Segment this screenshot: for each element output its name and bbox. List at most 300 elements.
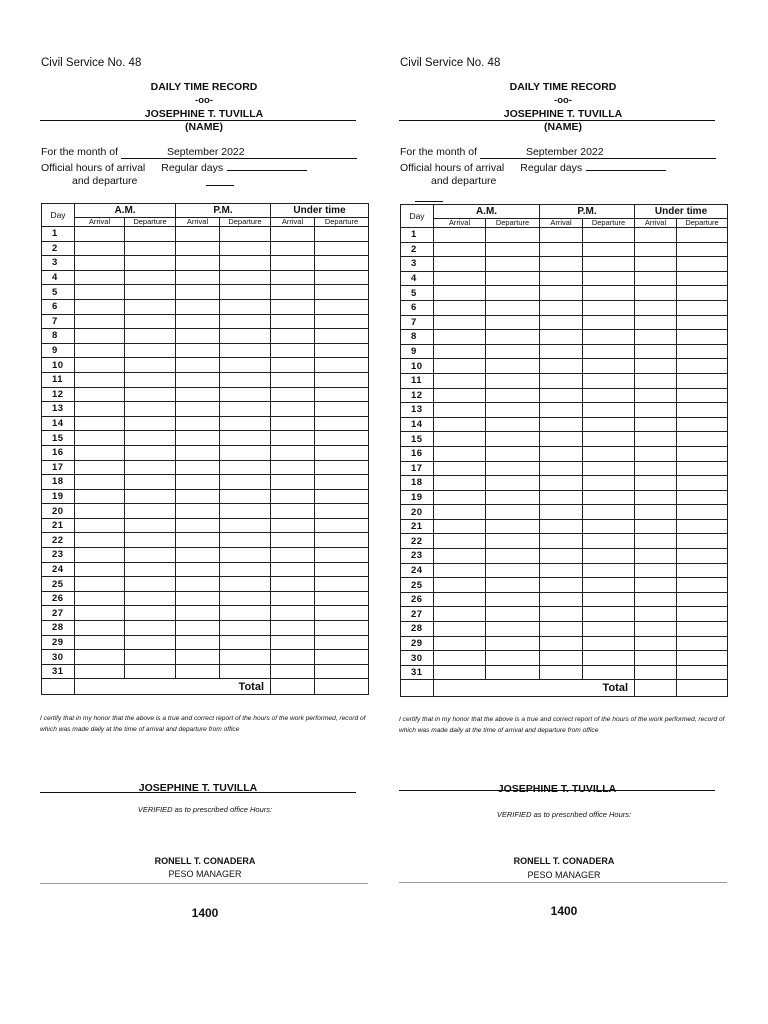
time-cell[interactable] [176,635,220,650]
time-cell[interactable] [635,636,677,651]
time-cell[interactable] [125,475,176,490]
time-cell[interactable] [75,256,125,271]
time-cell[interactable] [315,431,369,446]
time-cell[interactable] [315,256,369,271]
time-cell[interactable] [540,286,583,301]
time-cell[interactable] [434,286,486,301]
time-cell[interactable] [486,563,540,578]
time-cell[interactable] [176,314,220,329]
time-cell[interactable] [271,548,315,563]
time-cell[interactable] [635,271,677,286]
time-cell[interactable] [220,227,271,242]
time-cell[interactable] [583,403,635,418]
time-cell[interactable] [315,621,369,636]
time-cell[interactable] [125,343,176,358]
time-cell[interactable] [271,227,315,242]
time-cell[interactable] [434,505,486,520]
time-cell[interactable] [315,562,369,577]
time-cell[interactable] [540,651,583,666]
time-cell[interactable] [271,358,315,373]
time-cell[interactable] [540,578,583,593]
time-cell[interactable] [176,256,220,271]
time-cell[interactable] [75,372,125,387]
time-cell[interactable] [315,285,369,300]
time-cell[interactable] [315,241,369,256]
time-cell[interactable] [486,286,540,301]
time-cell[interactable] [176,650,220,665]
time-cell[interactable] [220,591,271,606]
time-cell[interactable] [176,562,220,577]
time-cell[interactable] [677,578,728,593]
time-cell[interactable] [635,359,677,374]
time-cell[interactable] [635,257,677,272]
time-cell[interactable] [434,446,486,461]
time-cell[interactable] [434,461,486,476]
time-cell[interactable] [271,431,315,446]
time-cell[interactable] [75,650,125,665]
time-cell[interactable] [486,388,540,403]
time-cell[interactable] [315,270,369,285]
time-cell[interactable] [486,403,540,418]
time-cell[interactable] [540,300,583,315]
time-cell[interactable] [434,300,486,315]
time-cell[interactable] [315,504,369,519]
time-cell[interactable] [271,504,315,519]
time-cell[interactable] [220,358,271,373]
time-cell[interactable] [486,373,540,388]
time-cell[interactable] [176,621,220,636]
time-cell[interactable] [75,445,125,460]
time-cell[interactable] [125,533,176,548]
time-cell[interactable] [540,403,583,418]
time-cell[interactable] [434,636,486,651]
time-cell[interactable] [315,416,369,431]
time-cell[interactable] [540,330,583,345]
time-cell[interactable] [75,606,125,621]
time-cell[interactable] [540,476,583,491]
time-cell[interactable] [315,358,369,373]
time-cell[interactable] [540,607,583,622]
time-cell[interactable] [635,563,677,578]
time-cell[interactable] [75,635,125,650]
time-cell[interactable] [220,577,271,592]
time-cell[interactable] [583,519,635,534]
time-cell[interactable] [315,227,369,242]
time-cell[interactable] [75,358,125,373]
time-cell[interactable] [677,432,728,447]
time-cell[interactable] [583,330,635,345]
time-cell[interactable] [434,622,486,637]
time-cell[interactable] [125,577,176,592]
time-cell[interactable] [434,592,486,607]
time-cell[interactable] [75,270,125,285]
time-cell[interactable] [176,460,220,475]
time-cell[interactable] [125,504,176,519]
time-cell[interactable] [677,315,728,330]
time-cell[interactable] [540,490,583,505]
time-cell[interactable] [220,402,271,417]
time-cell[interactable] [583,534,635,549]
time-cell[interactable] [677,300,728,315]
time-cell[interactable] [176,329,220,344]
time-cell[interactable] [540,446,583,461]
time-cell[interactable] [540,549,583,564]
time-cell[interactable] [271,285,315,300]
time-cell[interactable] [220,533,271,548]
time-cell[interactable] [486,257,540,272]
time-cell[interactable] [176,606,220,621]
time-cell[interactable] [583,549,635,564]
time-cell[interactable] [434,476,486,491]
time-cell[interactable] [635,534,677,549]
time-cell[interactable] [315,606,369,621]
time-cell[interactable] [434,257,486,272]
time-cell[interactable] [75,285,125,300]
time-cell[interactable] [125,548,176,563]
time-cell[interactable] [434,563,486,578]
time-cell[interactable] [677,519,728,534]
time-cell[interactable] [75,664,125,679]
time-cell[interactable] [677,344,728,359]
time-cell[interactable] [271,343,315,358]
time-cell[interactable] [220,387,271,402]
time-cell[interactable] [677,388,728,403]
time-cell[interactable] [635,286,677,301]
time-cell[interactable] [540,505,583,520]
time-cell[interactable] [635,665,677,680]
time-cell[interactable] [434,359,486,374]
time-cell[interactable] [125,621,176,636]
time-cell[interactable] [583,344,635,359]
time-cell[interactable] [635,476,677,491]
time-cell[interactable] [540,461,583,476]
time-cell[interactable] [315,460,369,475]
time-cell[interactable] [315,299,369,314]
time-cell[interactable] [486,315,540,330]
time-cell[interactable] [677,651,728,666]
time-cell[interactable] [540,563,583,578]
time-cell[interactable] [75,343,125,358]
time-cell[interactable] [75,387,125,402]
time-cell[interactable] [125,299,176,314]
time-cell[interactable] [271,577,315,592]
time-cell[interactable] [540,388,583,403]
time-cell[interactable] [486,519,540,534]
time-cell[interactable] [434,432,486,447]
time-cell[interactable] [220,416,271,431]
time-cell[interactable] [176,416,220,431]
time-cell[interactable] [220,431,271,446]
time-cell[interactable] [486,446,540,461]
time-cell[interactable] [125,372,176,387]
time-cell[interactable] [75,562,125,577]
time-cell[interactable] [635,607,677,622]
time-cell[interactable] [635,549,677,564]
time-cell[interactable] [540,315,583,330]
time-cell[interactable] [125,591,176,606]
time-cell[interactable] [486,330,540,345]
time-cell[interactable] [125,387,176,402]
time-cell[interactable] [635,651,677,666]
time-cell[interactable] [125,416,176,431]
time-cell[interactable] [125,489,176,504]
time-cell[interactable] [315,314,369,329]
time-cell[interactable] [271,533,315,548]
time-cell[interactable] [315,591,369,606]
time-cell[interactable] [271,256,315,271]
time-cell[interactable] [75,548,125,563]
time-cell[interactable] [125,402,176,417]
time-cell[interactable] [486,359,540,374]
time-cell[interactable] [75,314,125,329]
time-cell[interactable] [677,622,728,637]
time-cell[interactable] [75,329,125,344]
time-cell[interactable] [220,504,271,519]
time-cell[interactable] [271,635,315,650]
time-cell[interactable] [583,388,635,403]
time-cell[interactable] [540,242,583,257]
time-cell[interactable] [176,504,220,519]
time-cell[interactable] [220,621,271,636]
time-cell[interactable] [540,665,583,680]
time-cell[interactable] [434,344,486,359]
time-cell[interactable] [677,636,728,651]
time-cell[interactable] [583,636,635,651]
time-cell[interactable] [315,577,369,592]
time-cell[interactable] [271,518,315,533]
time-cell[interactable] [271,621,315,636]
time-cell[interactable] [125,460,176,475]
time-cell[interactable] [486,461,540,476]
time-cell[interactable] [315,387,369,402]
time-cell[interactable] [486,534,540,549]
time-cell[interactable] [271,562,315,577]
time-cell[interactable] [176,372,220,387]
time-cell[interactable] [176,431,220,446]
total-undertime-cell[interactable] [315,679,369,695]
time-cell[interactable] [434,651,486,666]
time-cell[interactable] [635,505,677,520]
time-cell[interactable] [635,228,677,243]
time-cell[interactable] [176,475,220,490]
time-cell[interactable] [583,257,635,272]
time-cell[interactable] [677,549,728,564]
time-cell[interactable] [434,403,486,418]
time-cell[interactable] [176,299,220,314]
time-cell[interactable] [635,315,677,330]
time-cell[interactable] [125,329,176,344]
time-cell[interactable] [271,445,315,460]
time-cell[interactable] [434,242,486,257]
time-cell[interactable] [635,417,677,432]
time-cell[interactable] [434,271,486,286]
time-cell[interactable] [635,446,677,461]
time-cell[interactable] [540,592,583,607]
time-cell[interactable] [677,286,728,301]
time-cell[interactable] [75,475,125,490]
time-cell[interactable] [176,227,220,242]
time-cell[interactable] [75,518,125,533]
time-cell[interactable] [220,445,271,460]
time-cell[interactable] [583,417,635,432]
time-cell[interactable] [540,344,583,359]
time-cell[interactable] [220,314,271,329]
time-cell[interactable] [271,402,315,417]
time-cell[interactable] [635,432,677,447]
time-cell[interactable] [125,664,176,679]
time-cell[interactable] [486,622,540,637]
time-cell[interactable] [176,270,220,285]
time-cell[interactable] [125,256,176,271]
time-cell[interactable] [677,490,728,505]
time-cell[interactable] [486,578,540,593]
time-cell[interactable] [583,578,635,593]
time-cell[interactable] [176,402,220,417]
time-cell[interactable] [75,431,125,446]
time-cell[interactable] [677,257,728,272]
time-cell[interactable] [434,315,486,330]
time-cell[interactable] [583,461,635,476]
time-cell[interactable] [677,403,728,418]
time-cell[interactable] [125,285,176,300]
time-cell[interactable] [677,505,728,520]
time-cell[interactable] [635,519,677,534]
time-cell[interactable] [540,534,583,549]
time-cell[interactable] [75,577,125,592]
time-cell[interactable] [583,373,635,388]
time-cell[interactable] [486,549,540,564]
time-cell[interactable] [271,460,315,475]
time-cell[interactable] [220,343,271,358]
time-cell[interactable] [75,227,125,242]
time-cell[interactable] [271,650,315,665]
time-cell[interactable] [677,242,728,257]
total-undertime-cell[interactable] [271,679,315,695]
time-cell[interactable] [220,285,271,300]
time-cell[interactable] [677,607,728,622]
time-cell[interactable] [125,314,176,329]
time-cell[interactable] [315,489,369,504]
time-cell[interactable] [635,242,677,257]
time-cell[interactable] [75,489,125,504]
time-cell[interactable] [176,489,220,504]
time-cell[interactable] [540,271,583,286]
time-cell[interactable] [315,475,369,490]
time-cell[interactable] [271,241,315,256]
time-cell[interactable] [677,446,728,461]
time-cell[interactable] [434,534,486,549]
time-cell[interactable] [315,343,369,358]
time-cell[interactable] [486,607,540,622]
time-cell[interactable] [486,651,540,666]
time-cell[interactable] [677,228,728,243]
time-cell[interactable] [271,606,315,621]
time-cell[interactable] [220,518,271,533]
time-cell[interactable] [125,227,176,242]
time-cell[interactable] [220,299,271,314]
time-cell[interactable] [635,300,677,315]
time-cell[interactable] [540,257,583,272]
time-cell[interactable] [540,373,583,388]
time-cell[interactable] [125,270,176,285]
time-cell[interactable] [635,388,677,403]
time-cell[interactable] [271,329,315,344]
time-cell[interactable] [176,548,220,563]
time-cell[interactable] [583,622,635,637]
time-cell[interactable] [635,330,677,345]
time-cell[interactable] [434,549,486,564]
time-cell[interactable] [271,489,315,504]
time-cell[interactable] [486,271,540,286]
time-cell[interactable] [125,635,176,650]
time-cell[interactable] [271,664,315,679]
time-cell[interactable] [583,563,635,578]
time-cell[interactable] [220,475,271,490]
time-cell[interactable] [315,445,369,460]
time-cell[interactable] [315,402,369,417]
time-cell[interactable] [486,242,540,257]
time-cell[interactable] [486,417,540,432]
time-cell[interactable] [176,241,220,256]
time-cell[interactable] [271,416,315,431]
time-cell[interactable] [176,664,220,679]
time-cell[interactable] [434,519,486,534]
time-cell[interactable] [540,636,583,651]
time-cell[interactable] [486,476,540,491]
time-cell[interactable] [75,504,125,519]
time-cell[interactable] [271,475,315,490]
time-cell[interactable] [220,635,271,650]
time-cell[interactable] [176,591,220,606]
time-cell[interactable] [540,622,583,637]
time-cell[interactable] [635,403,677,418]
time-cell[interactable] [271,299,315,314]
time-cell[interactable] [434,417,486,432]
time-cell[interactable] [220,548,271,563]
time-cell[interactable] [176,387,220,402]
time-cell[interactable] [583,228,635,243]
time-cell[interactable] [315,329,369,344]
time-cell[interactable] [176,343,220,358]
time-cell[interactable] [220,329,271,344]
time-cell[interactable] [75,460,125,475]
time-cell[interactable] [677,373,728,388]
time-cell[interactable] [271,387,315,402]
time-cell[interactable] [220,606,271,621]
time-cell[interactable] [220,372,271,387]
time-cell[interactable] [75,402,125,417]
time-cell[interactable] [75,591,125,606]
time-cell[interactable] [635,578,677,593]
time-cell[interactable] [486,665,540,680]
time-cell[interactable] [677,592,728,607]
time-cell[interactable] [176,358,220,373]
time-cell[interactable] [486,592,540,607]
time-cell[interactable] [540,359,583,374]
time-cell[interactable] [635,373,677,388]
time-cell[interactable] [583,315,635,330]
time-cell[interactable] [583,300,635,315]
time-cell[interactable] [486,344,540,359]
time-cell[interactable] [583,607,635,622]
time-cell[interactable] [583,665,635,680]
time-cell[interactable] [176,577,220,592]
time-cell[interactable] [125,650,176,665]
time-cell[interactable] [434,607,486,622]
time-cell[interactable] [677,417,728,432]
time-cell[interactable] [176,285,220,300]
time-cell[interactable] [125,431,176,446]
